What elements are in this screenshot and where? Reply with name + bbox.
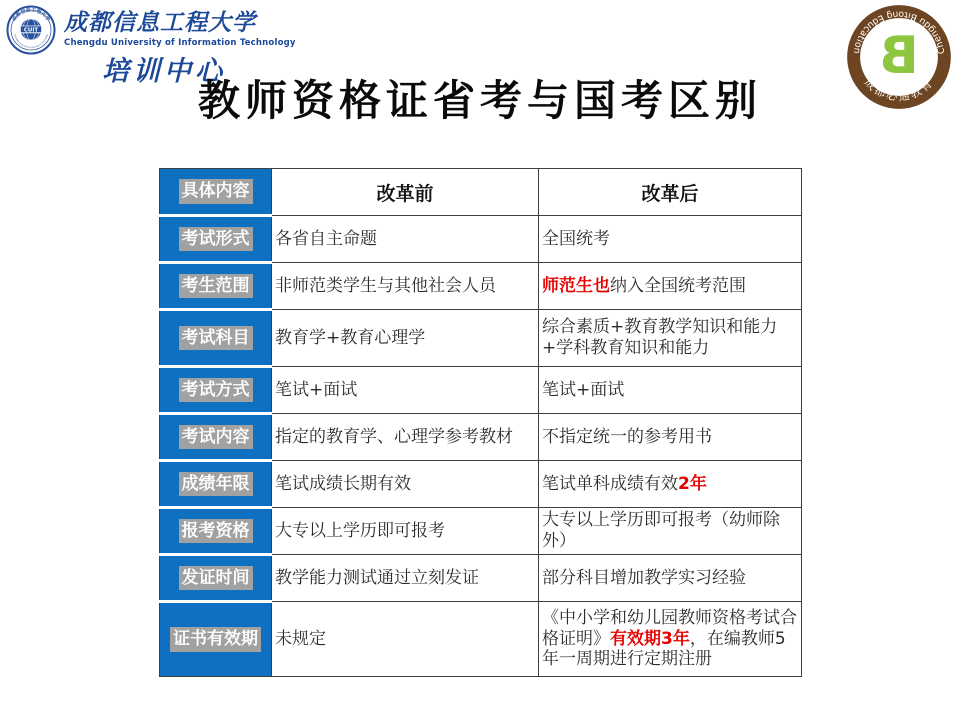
header-cell-before: 改革前 [272, 169, 539, 216]
row-label-chip: 考生范围 [179, 274, 253, 298]
header-label-chip: 具体内容 [179, 179, 253, 203]
cuit-abbr: CUIT [23, 27, 39, 34]
after-cell [539, 508, 802, 555]
bitong-ring-text-en: Chengdu Bitong Education [850, 8, 948, 55]
cell-text: 笔试+面试 [542, 379, 625, 400]
comparison-table-body [160, 216, 802, 677]
table-row [160, 216, 802, 263]
cell-text: 不指定统一的参考用书 [542, 426, 712, 447]
before-cell [272, 367, 539, 414]
table-row [160, 461, 802, 508]
cell-text: 纳入全国统考范围 [610, 275, 746, 296]
cell-text: 部分科目增加教学实习经验 [542, 567, 746, 588]
table-row [160, 414, 802, 461]
row-label-cell [160, 367, 272, 414]
cell-text: 指定的教育学、心理学参考教材 [275, 426, 513, 447]
row-label-cell [160, 508, 272, 555]
cell-text: 大专以上学历即可报考（幼师除外） [542, 510, 780, 551]
cell-text: 笔试单科成绩有效 [542, 473, 678, 494]
highlighted-text: 2年 [678, 473, 707, 494]
after-cell [539, 461, 802, 508]
before-cell [272, 414, 539, 461]
cell-text: 非师范类学生与其他社会人员 [275, 275, 496, 296]
after-cell [539, 555, 802, 602]
before-cell [272, 263, 539, 310]
row-label-cell [160, 310, 272, 367]
cell-text: 《中小学和幼儿园教师资格考试合格证明》 [542, 607, 797, 649]
seal-arc-en-text: Chengdu University of Information Technology [13, 34, 49, 50]
table-row [160, 263, 802, 310]
before-cell [272, 310, 539, 367]
before-cell [272, 555, 539, 602]
row-label-chip: 考试形式 [179, 227, 253, 251]
row-label-chip: 成绩年限 [179, 472, 253, 496]
row-label-cell [160, 414, 272, 461]
cell-text: 未规定 [275, 628, 326, 649]
table-header-row [160, 169, 802, 216]
row-label-cell [160, 263, 272, 310]
before-cell [272, 461, 539, 508]
row-label-cell [160, 555, 272, 602]
row-label-cell [160, 461, 272, 508]
comparison-table [159, 168, 802, 677]
highlighted-text: 有效期3年 [610, 628, 690, 649]
after-cell [539, 216, 802, 263]
university-name-en: Chengdu University of Information Technology [64, 38, 296, 48]
after-cell [539, 263, 802, 310]
after-cell [539, 367, 802, 414]
cell-text: 笔试成绩长期有效 [275, 473, 411, 494]
row-label-chip: 报考资格 [179, 519, 253, 543]
before-cell [272, 508, 539, 555]
highlighted-text: 师范生也 [542, 275, 610, 296]
table-row [160, 555, 802, 602]
cell-text: 各省自主命题 [275, 228, 377, 249]
row-label-chip: 考试内容 [179, 425, 253, 449]
header-cell-after: 改革后 [539, 169, 802, 216]
cell-text: 全国统考 [542, 228, 610, 249]
row-label-chip: 考试科目 [179, 326, 253, 350]
cuit-university-seal-icon [6, 5, 56, 55]
row-label-cell [160, 216, 272, 263]
after-cell [539, 602, 802, 677]
bitong-mark: B [879, 26, 919, 87]
row-label-cell [160, 602, 272, 677]
after-cell [539, 310, 802, 367]
university-name-cn: 成都信息工程大学 [64, 9, 256, 36]
cell-text: 教学能力测试通过立刻发证 [275, 567, 479, 588]
row-label-chip: 证书有效期 [170, 627, 261, 651]
cell-text: 教育学+教育心理学 [275, 327, 426, 348]
table-row [160, 367, 802, 414]
row-label-chip: 发证时间 [179, 566, 253, 590]
seal-arc-text: 成都信息工程大学 [11, 7, 51, 23]
before-cell [272, 216, 539, 263]
training-center-label: 培训中心 [102, 56, 226, 87]
row-label-chip: 考试方式 [179, 378, 253, 402]
cell-text: ，在编教师5年一周期进行定期注册 [542, 628, 786, 670]
header-cell-category [160, 169, 272, 216]
table-row [160, 602, 802, 677]
cell-text: 综合素质+教育教学知识和能力+学科教育知识和能力 [542, 317, 778, 358]
before-cell [272, 602, 539, 677]
cell-text: 笔试+面试 [275, 379, 358, 400]
table-row [160, 508, 802, 555]
after-cell [539, 414, 802, 461]
table-row [160, 310, 802, 367]
bitong-ring-text-cn: 成都必通教育 [861, 75, 937, 104]
cell-text: 大专以上学历即可报考 [275, 520, 445, 541]
page-title: 教师资格证省考与国考区别 [197, 76, 762, 125]
